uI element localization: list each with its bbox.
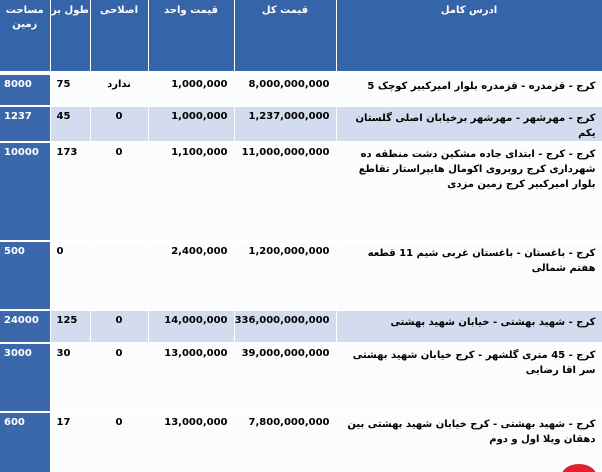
cell-total-price: 8,000,000,000 [234, 75, 336, 106]
cell-unit-price: 13,000,000 [148, 343, 234, 412]
table-row [0, 343, 602, 412]
cell-unit-price: 13,000,000 [148, 412, 234, 472]
cell-unit-price: 1,000,000 [148, 75, 234, 106]
cell-address: کرج - شهید بهشتی - کرج خیابان شهید بهشتی بین دهقان ویلا اول و دوم [336, 412, 602, 472]
cell-correction: ندارد [90, 75, 148, 106]
cell-unit-price: 2,400,000 [148, 241, 234, 310]
cell-total-price: 7,800,000,000 [234, 412, 336, 472]
cell-address: کرج - قزمدره - قزمدره بلوار امیرکبیر کوچک 5 [336, 75, 602, 106]
header-frontage-length: طول بر [50, 0, 90, 71]
table-row [0, 75, 602, 106]
cell-address: کرج - مهرشهر - مهرشهر برخیابان اصلی گلستان یکم [336, 106, 602, 142]
table-row [0, 241, 602, 310]
cell-address: کرج - 45 متری گلشهر - کرج خیابان شهید بهشتی سر اقا رضایی [336, 343, 602, 412]
cell-land-area: 1237 [0, 106, 50, 142]
cell-land-area: 3000 [0, 343, 50, 412]
header-unit-price: قیمت واحد [148, 0, 234, 71]
cell-land-area: 24000 [0, 310, 50, 343]
header-row [0, 0, 602, 71]
cell-correction [90, 241, 148, 310]
cell-frontage-length: 125 [50, 310, 90, 343]
cell-total-price: 1,237,000,000 [234, 106, 336, 142]
cell-total-price: 11,000,000,000 [234, 142, 336, 241]
cell-correction: 0 [90, 142, 148, 241]
cell-land-area: 8000 [0, 75, 50, 106]
cell-correction: 0 [90, 106, 148, 142]
header-land-area: مساحت زمین [0, 0, 50, 71]
cell-frontage-length: 30 [50, 343, 90, 412]
cell-land-area: 10000 [0, 142, 50, 241]
cell-unit-price: 14,000,000 [148, 310, 234, 343]
cell-address: کرج - باغستان - باغستان غربی شیم 11 قطعه هفتم شمالی [336, 241, 602, 310]
cell-frontage-length: 0 [50, 241, 90, 310]
header-address: ادرس کامل [336, 0, 602, 71]
cell-frontage-length: 45 [50, 106, 90, 142]
cell-correction: 0 [90, 412, 148, 472]
cell-total-price: 39,000,000,000 [234, 343, 336, 412]
header-total-price: قیمت کل [234, 0, 336, 71]
cell-total-price: 1,200,000,000 [234, 241, 336, 310]
cell-frontage-length: 75 [50, 75, 90, 106]
cell-land-area: 500 [0, 241, 50, 310]
header-correction: اصلاحی [90, 0, 148, 71]
cell-address: کرج - شهید بهشتی - خیابان شهید بهشتی [336, 310, 602, 343]
cell-frontage-length: 17 [50, 412, 90, 472]
cell-address: کرج - کرج - ابتدای جاده مشکین دشت منطقه ده شهرداری کرج روبروی اکومال هایپراستار تقاطع بلوار امیرکبیر کرج زمین مزدی [336, 142, 602, 241]
cell-land-area: 600 [0, 412, 50, 472]
cell-correction: 0 [90, 343, 148, 412]
table-row [0, 310, 602, 343]
table-row [0, 412, 602, 472]
table-row [0, 106, 602, 142]
cell-frontage-length: 173 [50, 142, 90, 241]
cell-unit-price: 1,100,000 [148, 142, 234, 241]
cell-correction: 0 [90, 310, 148, 343]
cell-unit-price: 1,000,000 [148, 106, 234, 142]
table-row [0, 142, 602, 241]
cell-total-price: 336,000,000,000 [234, 310, 336, 343]
